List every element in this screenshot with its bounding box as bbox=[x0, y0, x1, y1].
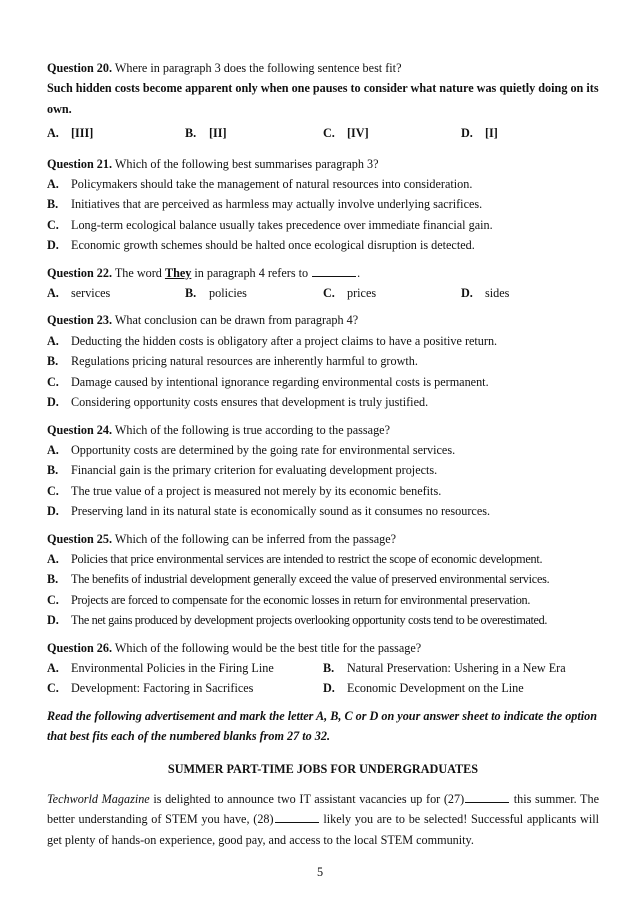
option-b[interactable] bbox=[47, 460, 599, 480]
option-letter: D. bbox=[47, 238, 59, 253]
blank-27 bbox=[465, 790, 509, 803]
question-23 bbox=[47, 310, 599, 412]
question-text: . bbox=[357, 265, 361, 280]
option-text: Damage caused by intentional ignorance regarding environmental costs is permanent. bbox=[71, 374, 489, 389]
option-letter: A. bbox=[47, 551, 59, 566]
option-text: Long-term ecological balance usually takes precedence over immediate financial gain. bbox=[71, 217, 493, 232]
option-text: The true value of a project is measured not merely by its economic benefits. bbox=[71, 483, 442, 498]
option-c[interactable] bbox=[47, 215, 599, 235]
option-text: Natural Preservation: Ushering in a New Era bbox=[347, 660, 566, 675]
option-letter: C. bbox=[47, 681, 59, 696]
option-text: prices bbox=[347, 286, 377, 301]
option-text: The net gains produced by development projects overlooking opportunity costs tend to be overestimated. bbox=[71, 613, 548, 628]
option-b[interactable] bbox=[47, 569, 599, 589]
option-text: [I] bbox=[485, 126, 498, 141]
option-letter: A. bbox=[47, 177, 59, 192]
option-letter: D. bbox=[47, 613, 59, 628]
option-a[interactable] bbox=[47, 440, 599, 460]
option-letter: D. bbox=[47, 504, 59, 519]
option-text: Preserving land in its natural state is economically sound as it consumes no resources. bbox=[71, 504, 491, 519]
page-content bbox=[47, 58, 599, 850]
option-d[interactable] bbox=[47, 392, 599, 412]
option-letter: B. bbox=[47, 572, 59, 587]
option-text: Projects are forced to compensate for the economic losses in return for environmental preservation. bbox=[71, 592, 531, 607]
option-b[interactable] bbox=[185, 123, 323, 143]
option-text: Policies that price environmental services are intended to restrict the scope of economic development. bbox=[71, 551, 543, 566]
option-letter: B. bbox=[47, 354, 59, 369]
ad-text: likely you are to be selected! Successful applicants will get plenty of hands-on experience, good pay, and access to the local STEM community. bbox=[47, 812, 599, 847]
question-20-options bbox=[47, 123, 599, 143]
question-26 bbox=[47, 638, 599, 699]
option-letter: A. bbox=[47, 333, 59, 348]
option-c[interactable] bbox=[323, 123, 461, 143]
option-text: Development: Factoring in Sacrifices bbox=[71, 681, 254, 696]
question-text: in paragraph 4 refers to bbox=[191, 265, 309, 280]
question-number: Question 23. bbox=[47, 313, 113, 328]
option-c[interactable] bbox=[47, 372, 599, 392]
option-letter: A. bbox=[47, 286, 59, 301]
option-d[interactable] bbox=[47, 610, 599, 630]
option-letter: B. bbox=[323, 660, 335, 675]
option-text: Economic growth schemes should be halted once ecological disruption is detected. bbox=[71, 238, 475, 253]
option-letter: B. bbox=[47, 463, 59, 478]
option-text: Environmental Policies in the Firing Line bbox=[71, 660, 274, 675]
option-d[interactable] bbox=[47, 501, 599, 521]
question-25 bbox=[47, 529, 599, 631]
option-letter: A. bbox=[47, 442, 59, 457]
question-number: Question 24. bbox=[47, 422, 113, 437]
option-letter: D. bbox=[323, 681, 335, 696]
question-text: Which of the following best summarises paragraph 3? bbox=[112, 156, 379, 171]
option-text: Economic Development on the Line bbox=[347, 681, 524, 696]
option-text: [IV] bbox=[347, 126, 369, 141]
question-21 bbox=[47, 154, 599, 256]
option-b[interactable] bbox=[323, 658, 599, 678]
question-text: Where in paragraph 3 does the following sentence best fit? bbox=[112, 61, 402, 75]
blank-28 bbox=[275, 810, 319, 823]
option-c[interactable] bbox=[47, 481, 599, 501]
option-d[interactable] bbox=[47, 235, 599, 255]
option-d[interactable] bbox=[461, 123, 599, 143]
option-letter: D. bbox=[47, 395, 59, 410]
option-text: The benefits of industrial development generally exceed the value of preserved environmental services. bbox=[71, 572, 550, 587]
option-text: services bbox=[71, 286, 111, 301]
option-a[interactable] bbox=[47, 123, 185, 143]
option-b[interactable] bbox=[185, 283, 323, 303]
option-text: Opportunity costs are determined by the going rate for environmental services. bbox=[71, 442, 456, 457]
ad-text: is delighted to announce two IT assistant vacancies up for (27) bbox=[149, 792, 465, 806]
question-text: Which of the following is true according to the passage? bbox=[112, 422, 390, 437]
question-text: The word bbox=[112, 265, 165, 280]
option-b[interactable] bbox=[47, 351, 599, 371]
question-number: Question 21. bbox=[47, 156, 113, 171]
question-number: Question 22. bbox=[47, 265, 113, 280]
option-text: Policymakers should take the management of natural resources into consideration. bbox=[71, 177, 473, 192]
option-c[interactable] bbox=[47, 590, 599, 610]
option-letter: C. bbox=[47, 217, 59, 232]
question-number: Question 26. bbox=[47, 640, 113, 655]
advertisement-paragraph bbox=[47, 789, 599, 850]
option-letter: D. bbox=[461, 126, 473, 141]
question-text: What conclusion can be drawn from paragraph 4? bbox=[112, 313, 359, 328]
section-instruction: Read the following advertisement and mark the letter A, B, C or D on your answer sheet to indicate the option that best fits each of the numbered blanks from 27 to 32. bbox=[47, 708, 598, 744]
question-26-options-row-2 bbox=[47, 678, 599, 698]
option-letter: C. bbox=[47, 483, 59, 498]
option-a[interactable] bbox=[47, 283, 185, 303]
option-text: policies bbox=[209, 286, 247, 301]
option-letter: C. bbox=[47, 374, 59, 389]
question-22-options bbox=[47, 283, 599, 303]
advertisement-heading: SUMMER PART-TIME JOBS FOR UNDERGRADUATES bbox=[167, 761, 479, 776]
question-text: Which of the following can be inferred from the passage? bbox=[112, 531, 397, 546]
question-21-stem bbox=[47, 154, 599, 174]
option-a[interactable] bbox=[47, 549, 599, 569]
option-letter: C. bbox=[323, 126, 335, 141]
option-letter: C. bbox=[47, 592, 59, 607]
option-c[interactable] bbox=[47, 678, 323, 698]
question-20 bbox=[47, 58, 599, 144]
question-20-stem bbox=[47, 58, 599, 78]
question-26-stem bbox=[47, 638, 599, 658]
option-a[interactable] bbox=[47, 174, 599, 194]
question-24-stem bbox=[47, 420, 599, 440]
option-text: Initiatives that are perceived as harmless may actually involve underlying sacrifices. bbox=[71, 197, 483, 212]
question-23-stem bbox=[47, 310, 599, 330]
question-24 bbox=[47, 420, 599, 522]
option-a[interactable] bbox=[47, 331, 599, 351]
option-letter: D. bbox=[461, 286, 473, 301]
option-text: Financial gain is the primary criterion for evaluating development projects. bbox=[71, 463, 438, 478]
page-number: 5 bbox=[316, 865, 324, 879]
option-a[interactable] bbox=[47, 658, 323, 678]
option-text: sides bbox=[485, 286, 510, 301]
option-letter: C. bbox=[323, 286, 335, 301]
option-text: Considering opportunity costs ensures that development is truly justified. bbox=[71, 395, 429, 410]
ad-text: this summer. The better understanding of STEM you have, (28) bbox=[47, 792, 599, 827]
question-22-stem bbox=[47, 263, 599, 283]
option-d[interactable] bbox=[323, 678, 599, 698]
question-text: Which of the following would be the best title for the passage? bbox=[112, 640, 422, 655]
option-b[interactable] bbox=[47, 194, 599, 214]
option-text: [III] bbox=[71, 126, 94, 141]
question-25-stem bbox=[47, 529, 599, 549]
option-text: Regulations pricing natural resources are inherently harmful to growth. bbox=[71, 354, 418, 369]
question-number: Question 20. bbox=[47, 61, 113, 75]
question-number: Question 25. bbox=[47, 531, 113, 546]
answer-blank bbox=[312, 264, 356, 277]
option-d[interactable] bbox=[461, 283, 599, 303]
option-text: Deducting the hidden costs is obligatory after a project claims to have a positive return. bbox=[71, 333, 498, 348]
magazine-name: Techworld Magazine bbox=[47, 792, 150, 806]
option-letter: A. bbox=[47, 126, 59, 141]
option-letter: B. bbox=[47, 197, 59, 212]
referenced-word: They bbox=[164, 265, 192, 280]
insert-sentence: Such hidden costs become apparent only when one pauses to consider what nature was quietly doing on its own. bbox=[47, 81, 599, 116]
option-c[interactable] bbox=[323, 283, 461, 303]
option-letter: B. bbox=[185, 286, 197, 301]
option-letter: B. bbox=[185, 126, 197, 141]
question-22 bbox=[47, 263, 599, 304]
option-text: [II] bbox=[209, 126, 227, 141]
question-26-options-row-1 bbox=[47, 658, 599, 678]
option-letter: A. bbox=[47, 660, 59, 675]
